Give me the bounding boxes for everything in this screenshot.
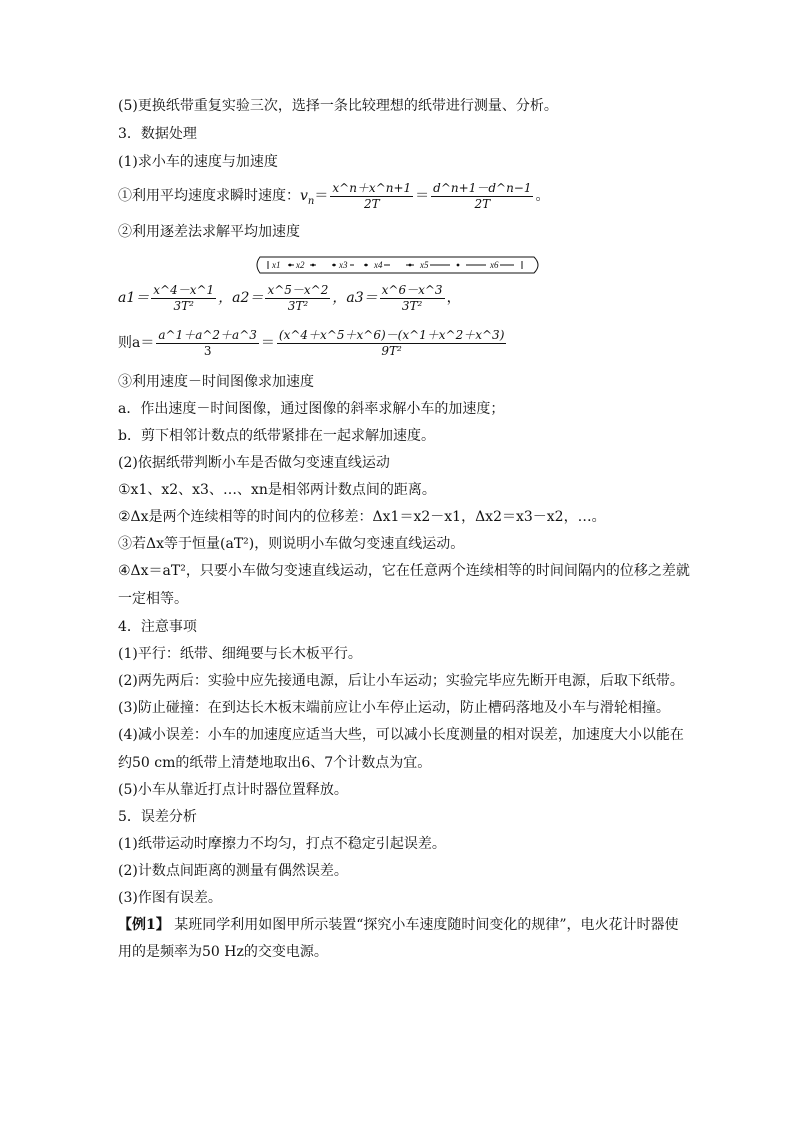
formula-prefix: ①利用平均速度求瞬时速度： [118,188,300,204]
text-line: (1)平行：纸带、细绳要与长木板平行。 [118,646,362,662]
fraction-denominator: 3T² [287,298,309,313]
text-line: (2)两先两后：实验中应先接通电源，后让小车运动；实验完毕应先断开电源，后取下纸带。 [118,673,684,689]
tape-label: x3 [339,260,348,270]
tape-label: x2 [296,260,305,270]
fraction [330,181,413,212]
formula-a-values [118,282,461,322]
fraction [431,181,533,212]
tape-dimension-lines [268,261,522,269]
text-line: ③利用速度－时间图像求加速度 [118,374,314,390]
fraction-numerator: d^n+1－d^n−1 [433,180,532,195]
section-heading: 4．注意事项 [118,619,197,635]
formula-prefix: 则a＝ [118,335,155,351]
fraction [151,283,216,314]
text-line: (5)小车从靠近打点计时器位置释放。 [118,782,348,798]
fraction-numerator: x^4－x^1 [153,282,215,297]
text-line: b．剪下相邻计数点的纸带紧排在一起求解加速度。 [118,428,435,444]
text-line: (1)纸带运动时摩擦力不均匀，打点不稳定引起误差。 [118,836,446,852]
text-line: (3)防止碰撞：在到达长木板末端前应让小车停止运动，防止槽码落地及小车与滑轮相撞。 [118,700,670,716]
fraction-numerator: x^6－x^3 [381,282,443,297]
fraction-numerator: x^5－x^2 [267,282,329,297]
text-line: (2)依据纸带判断小车是否做匀变速直线运动 [118,455,390,471]
text-line: a．作出速度－时间图像，通过图像的斜率求解小车的加速度； [118,401,505,417]
fraction [380,283,445,314]
formula-symbol: v [300,188,308,204]
text-line: (2)计数点间距离的测量有偶然误差。 [118,863,348,879]
formula-symbol: ，a2＝ [218,290,264,306]
fraction-denominator: 3 [203,343,212,358]
fraction-numerator: x^n＋x^n+1 [332,180,412,195]
fraction-numerator: a^1＋a^2＋a^3 [158,327,257,342]
fraction-denominator: 9T² [381,343,402,358]
tape-dot [289,264,292,267]
fraction [277,328,506,359]
tape-dot [365,264,368,267]
formula-instant-velocity [118,180,549,220]
formula-equals: ＝ [314,188,329,204]
text-line: (4)减小误差：小车的加速度应适当大些，可以减小长度测量的相对误差，加速度大小以能在 [118,727,684,743]
text-line: ③若Δx等于恒量(aT²)，则说明小车做匀变速直线运动。 [118,536,465,552]
tape-dot [333,264,336,267]
text-line: ①x1、x2、x3、…、xn是相邻两计数点间的距离。 [118,482,436,498]
example-tag: 【例1】 [118,917,170,933]
fraction-denominator: 3T² [401,298,423,313]
fraction [265,283,330,314]
formula-symbol: ，a3＝ [332,290,378,306]
text-line: (1)求小车的速度与加速度 [118,154,278,170]
text-line: (3)作图有误差。 [118,890,222,906]
section-heading: 5．误差分析 [118,809,197,825]
example-line [118,915,679,935]
tape-dot [312,264,315,267]
fraction-numerator: (x^4＋x^5＋x^6)－(x^1＋x^2＋x^3) [278,327,505,342]
section-heading: 3．数据处理 [118,126,197,142]
formula-equals: ＝ [415,188,430,204]
tape-label: x5 [420,260,429,270]
text-line: ④Δx＝aT²，只要小车做匀变速直线运动，它在任意两个连续相等的时间间隔内的位移之差就 [118,563,690,579]
text-line: 一定相等。 [118,591,188,607]
fraction [156,328,259,359]
tape-label: x1 [272,260,281,270]
text-line: 用的是频率为50 Hz的交变电源。 [118,944,328,960]
formula-equals: ＝ [260,335,275,351]
fraction-denominator: 3T² [173,298,194,313]
example-text: 某班同学利用如图甲所示装置“探究小车速度随时间变化的规律”，电火花计时器使 [174,917,679,933]
text-line: 约50 cm的纸带上清楚地取出6、7个计数点为宜。 [118,755,432,771]
tape-dot [409,264,412,267]
formula-symbol: a1＝ [118,290,150,306]
formula-end: ， [446,290,461,306]
tape-label: x4 [374,260,383,270]
text-line: (5)更换纸带重复实验三次，选择一条比较理想的纸带进行测量、分析。 [118,98,558,114]
tape-dot [457,264,460,267]
formula-average-a [118,326,508,366]
formula-end: 。 [535,188,550,204]
text-line: ②利用逐差法求解平均加速度 [118,224,300,240]
tape-label: x6 [490,260,499,270]
fraction-denominator: 2T [474,196,491,211]
formula-subscript: n [307,195,315,207]
text-line: ②Δx是两个连续相等的时间内的位移差：Δx1＝x2－x1，Δx2＝x3－x2，…。 [118,509,606,525]
paper-tape-diagram [254,255,542,275]
fraction-denominator: 2T [363,196,380,211]
